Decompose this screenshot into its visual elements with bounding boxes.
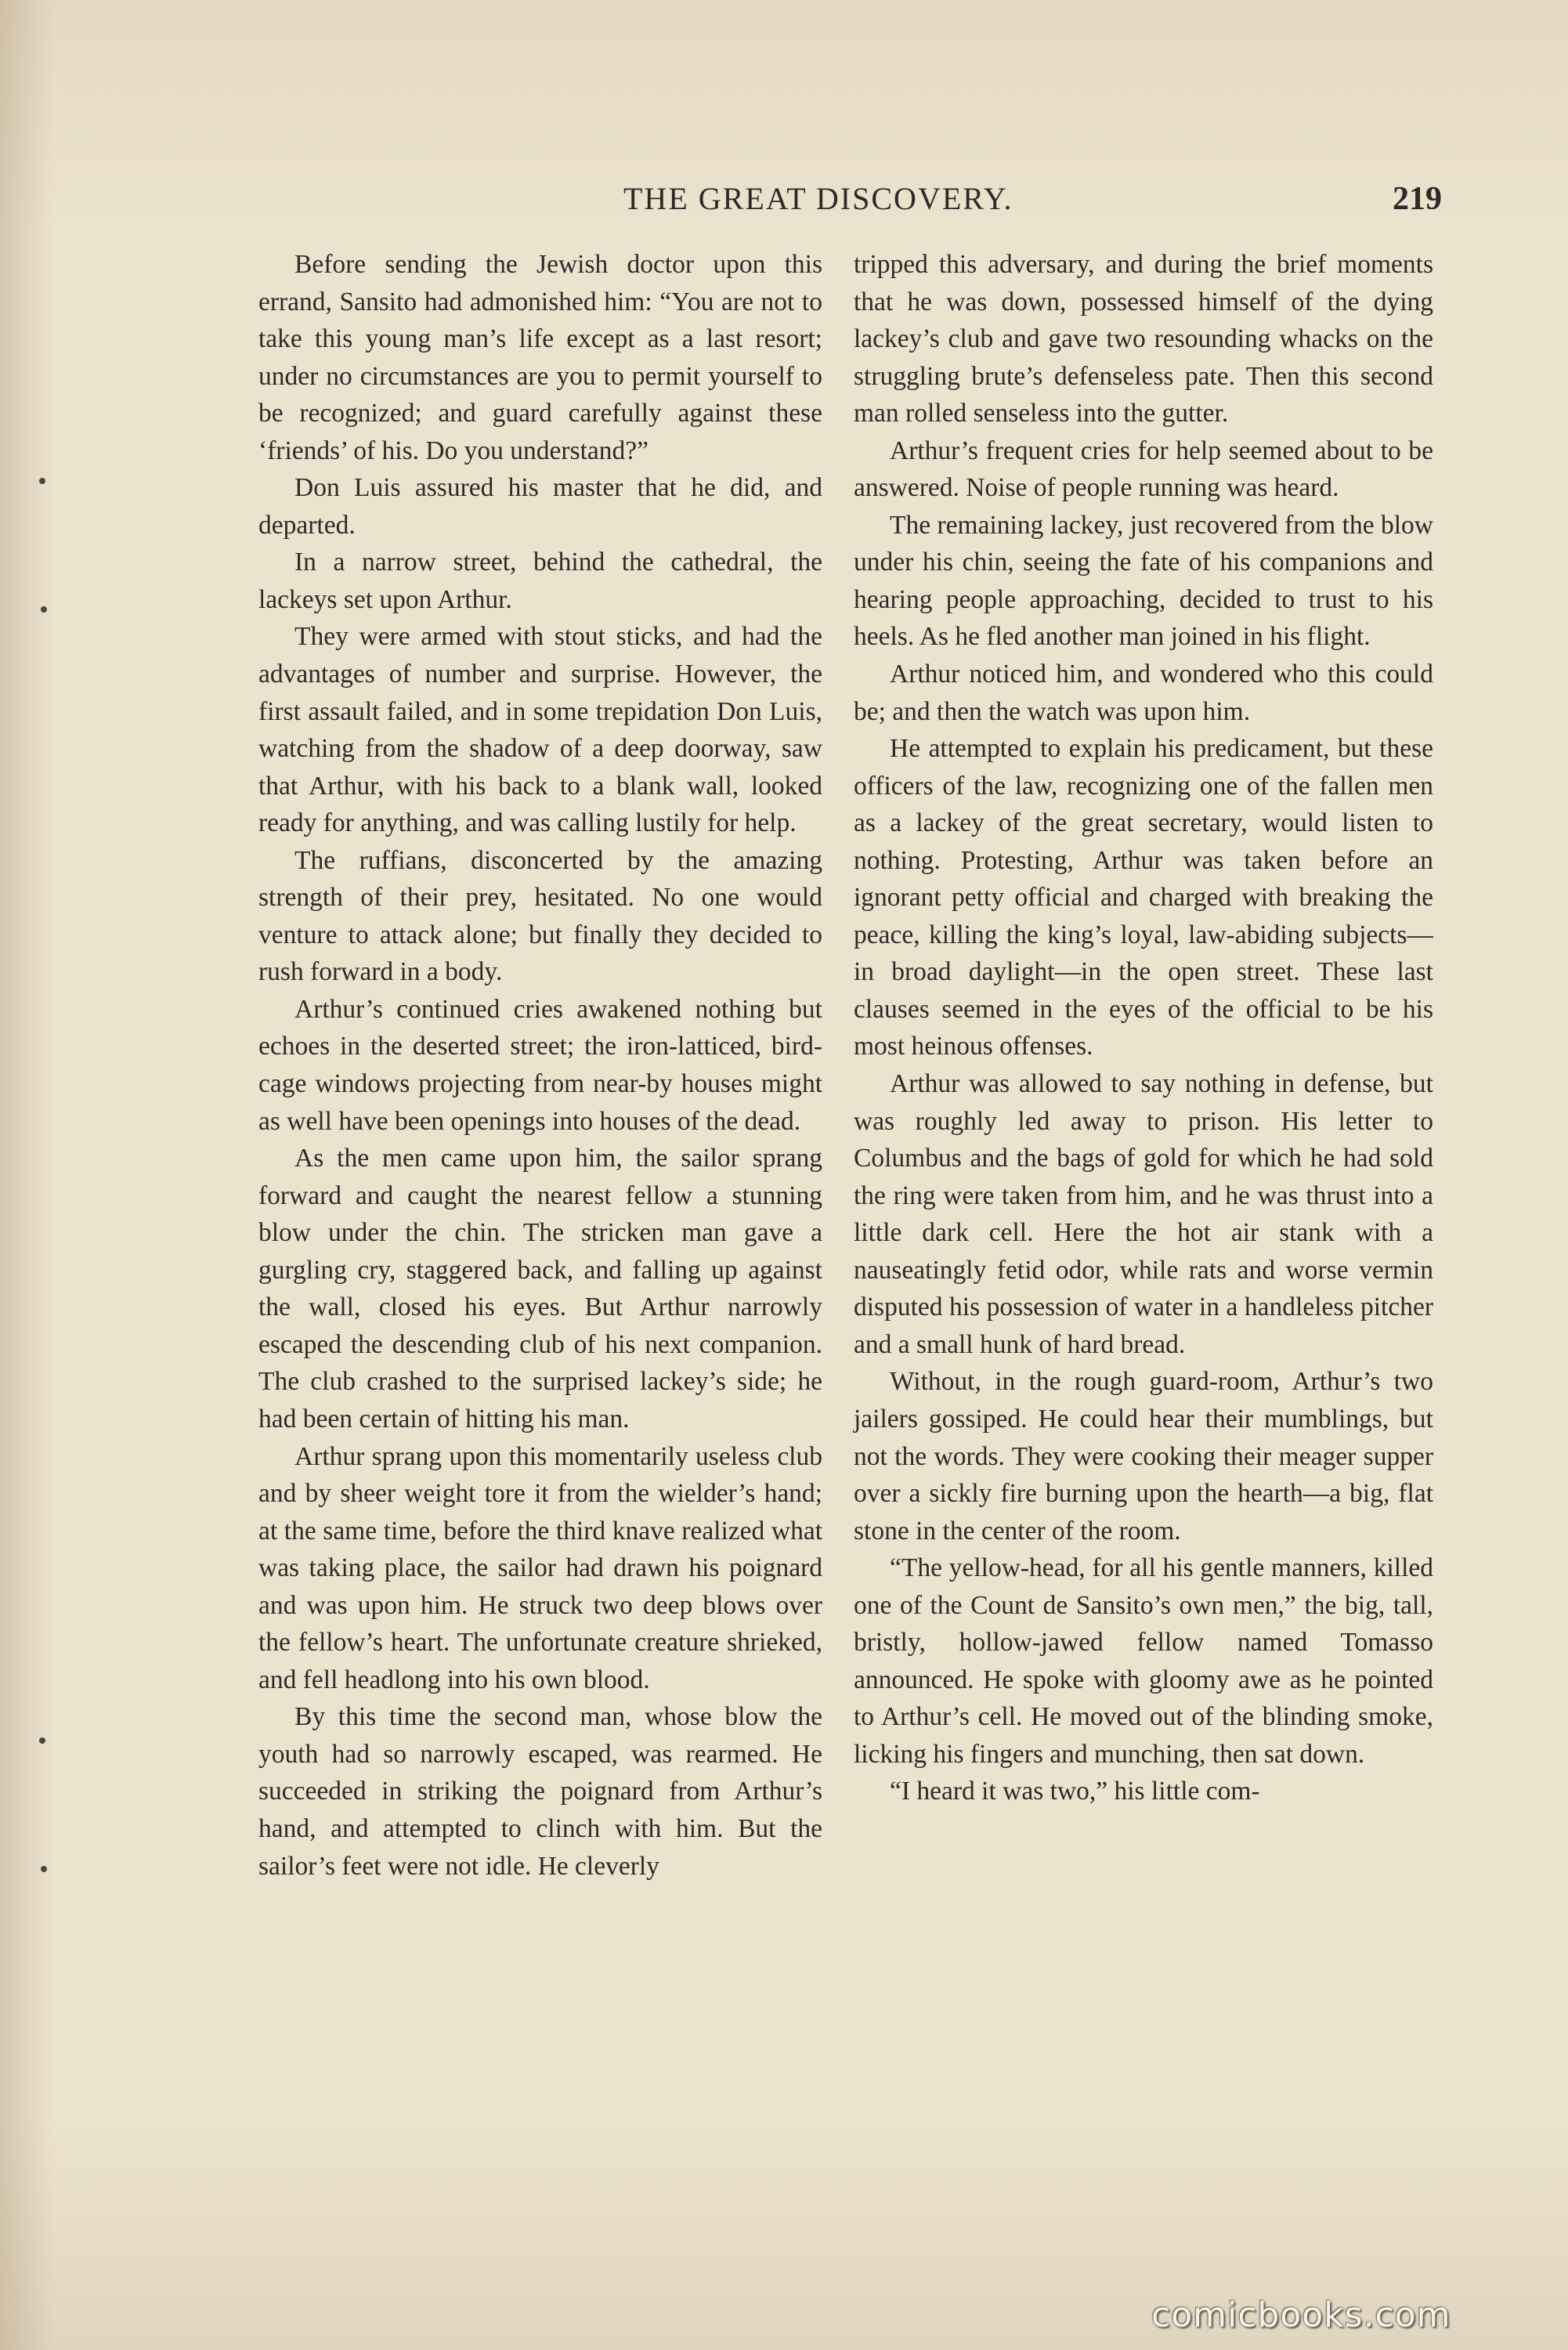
- running-title: THE GREAT DISCOVERY.: [623, 181, 1013, 216]
- paragraph: Arthur sprang upon this momentarily useless club and by sheer weight tore it from the wielder’s hand; at the same time, before the third knave realized what was taking place, the sailor had drawn his poignard and was upon him. He struck two deep blows over the fellow’s heart. The unfortunate creature shrieked, and fell headlong into his own blood.: [258, 1441, 822, 1694]
- left-column: [258, 246, 822, 1885]
- paragraph: He attempted to explain his predicament, but these officers of the law, recognizing one of the fallen men as a lackey of the great secretary, would listen to nothing. Protesting, Arthur was taken before an ignorant petty official and charged with breaking the peace, killing the king’s loyal, law-abiding subjects—in broad daylight—in the open street. These last clauses seemed in the eyes of the official to be his most heinous offenses.: [854, 734, 1433, 1061]
- watermark-logo: comicbooks.com: [1151, 2295, 1451, 2335]
- paragraph: Don Luis assured his master that he did, and departed.: [258, 473, 822, 540]
- paragraph: Before sending the Jewish doctor upon this errand, Sansito had admonished him: “You are not to take this young man’s life except as a last resort; under no circumstances are you to permit yourself to be recognized; and guard carefully against these ‘friends’ of his. Do you understand?”: [258, 250, 822, 465]
- right-column: [854, 246, 1433, 1810]
- margin-mark: [39, 478, 45, 484]
- paragraph: tripped this adversary, and during the brief moments that he was down, possessed himself of the dying lackey’s club and gave two resounding whacks on the struggling brute’s defenseless pate. Then this second man rolled senseless into the gutter.: [854, 250, 1433, 428]
- margin-mark: [41, 606, 47, 613]
- paragraph: The ruffians, disconcerted by the amazing strength of their prey, hesitated. No one would venture to attack alone; but finally they decided to rush forward in a body.: [258, 845, 822, 987]
- paragraph: Arthur’s frequent cries for help seemed about to be answered. Noise of people running was heard.: [854, 436, 1433, 503]
- margin-mark: [39, 1737, 45, 1744]
- paragraph: Arthur’s continued cries awakened nothing but echoes in the deserted street; the iron-latticed, bird-cage windows projecting from near-by houses might as well have been openings into houses of the dead.: [258, 994, 822, 1136]
- paragraph: Arthur was allowed to say nothing in defense, but was roughly led away to prison. His letter to Columbus and the bags of gold for which he had sold the ring were taken from him, and he was thrust into a little dark cell. Here the hot air stank with a nauseatingly fetid odor, while rats and worse vermin disputed his possession of water in a handleless pitcher and a small hunk of hard bread.: [854, 1069, 1433, 1359]
- margin-mark: [41, 1866, 47, 1872]
- paragraph: The remaining lackey, just recovered from the blow under his chin, seeing the fate of his companions and hearing people approaching, decided to trust to his heels. As he fled another man joined in his flight.: [854, 510, 1433, 652]
- paragraph: As the men came upon him, the sailor sprang forward and caught the nearest fellow a stunning blow under the chin. The stricken man gave a gurgling cry, staggered back, and falling up against the wall, closed his eyes. But Arthur narrowly escaped the descending club of his next companion. The club crashed to the surprised lackey’s side; he had been certain of hitting his man.: [258, 1144, 822, 1434]
- page-number: 219: [1393, 181, 1442, 217]
- paragraph: By this time the second man, whose blow the youth had so narrowly escaped, was rearmed. He succeeded in striking the poignard from Arthur’s hand, and attempted to clinch with him. But the sailor’s feet were not idle. He cleverly: [258, 1702, 822, 1881]
- paragraph: “I heard it was two,” his little com-: [890, 1777, 1260, 1806]
- paragraph: In a narrow street, behind the cathedral, the lackeys set upon Arthur.: [258, 548, 822, 614]
- paragraph: They were armed with stout sticks, and had the advantages of number and surprise. However, the first assault failed, and in some trepidation Don Luis, watching from the shadow of a deep doorway, saw that Arthur, with his back to a blank wall, looked ready for anything, and was calling lustily for help.: [258, 622, 822, 838]
- paragraph: Arthur noticed him, and wondered who this could be; and then the watch was upon him.: [854, 660, 1433, 726]
- paragraph: Without, in the rough guard-room, Arthur’s two jailers gossiped. He could hear their mumblings, but not the words. They were cooking their meager supper over a sickly fire burning upon the hearth—a big, flat stone in the center of the room.: [854, 1367, 1433, 1546]
- running-header: [0, 175, 1568, 222]
- paragraph: “The yellow-head, for all his gentle manners, killed one of the Count de Sansito’s own men,” the big, tall, bristly, hollow-jawed fellow named Tomasso announced. He spoke with gloomy awe as he pointed to Arthur’s cell. He moved out of the blinding smoke, licking his fingers and munching, then sat down.: [854, 1553, 1433, 1769]
